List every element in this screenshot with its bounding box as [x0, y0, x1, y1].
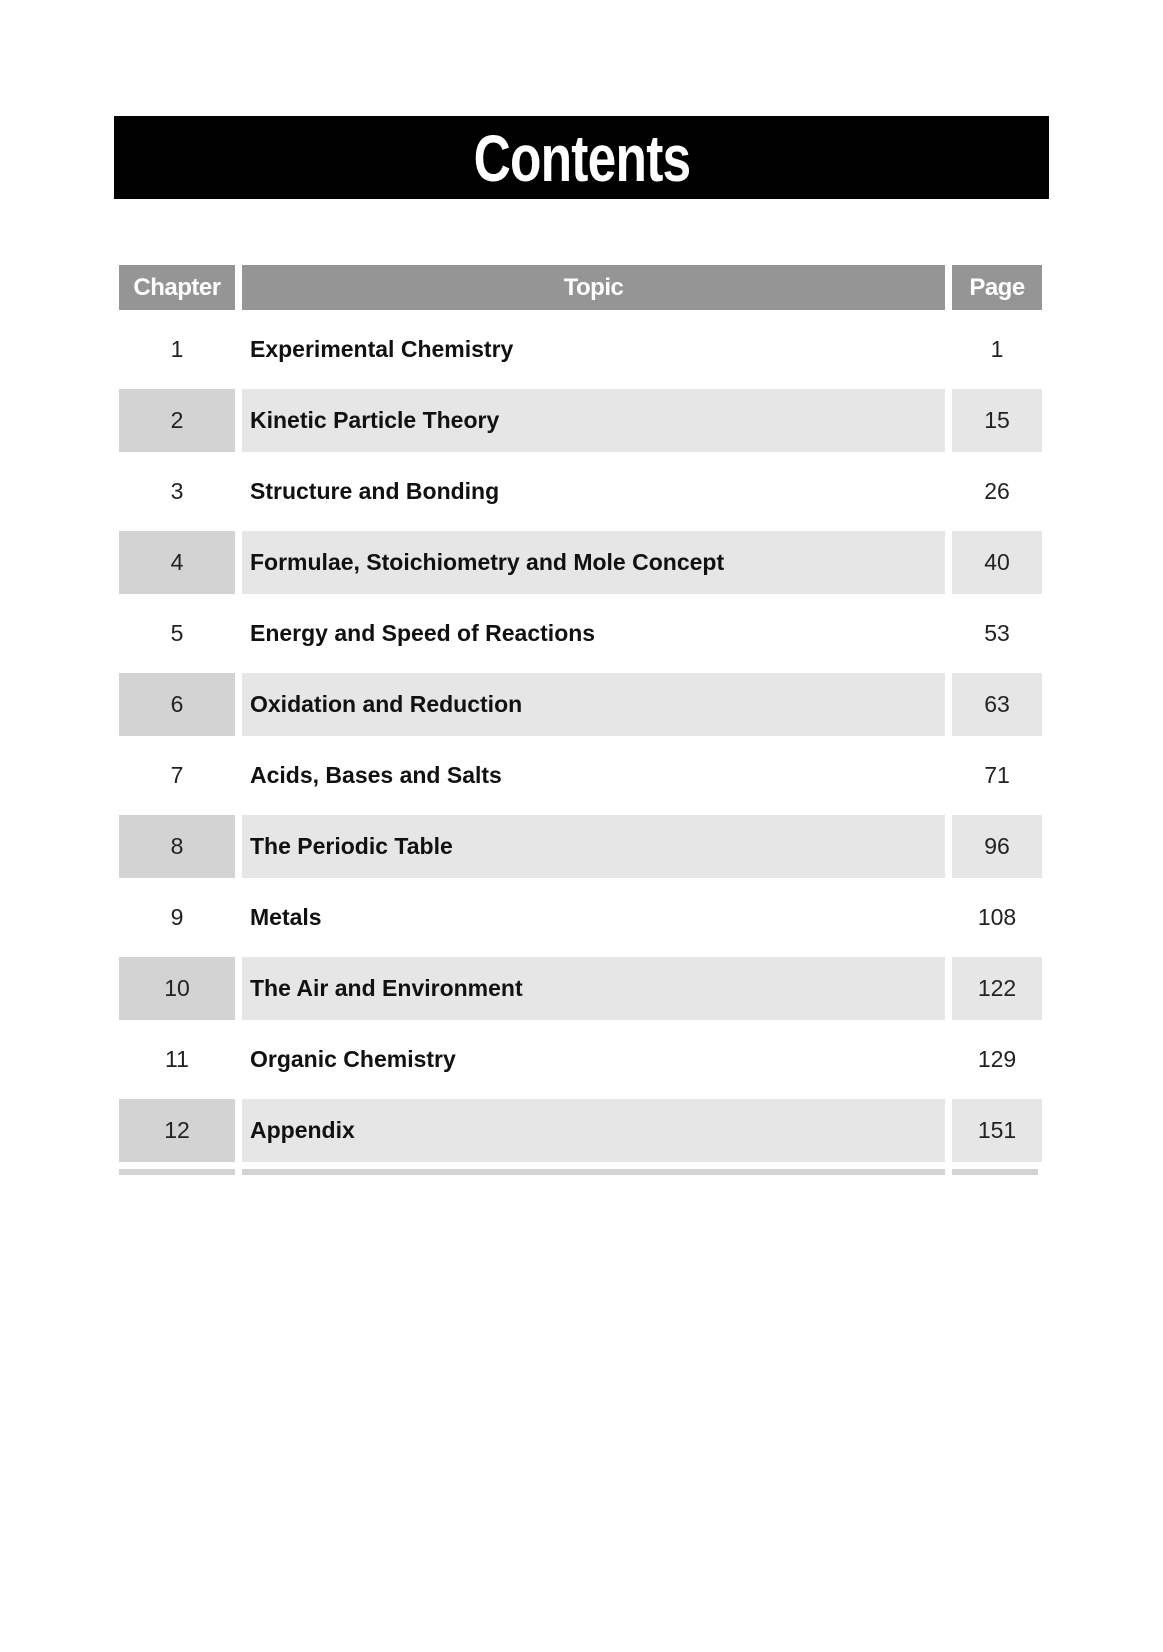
table-row [119, 886, 1042, 949]
table-row [119, 673, 1042, 736]
topic-title: The Periodic Table [242, 815, 945, 878]
chapter-number: 1 [170, 336, 184, 362]
page-number: 53 [984, 620, 1010, 646]
page-number: 122 [952, 957, 1042, 1020]
topic-title: Metals [250, 904, 322, 930]
topic-title: Experimental Chemistry [250, 336, 514, 362]
chapter-number: 9 [170, 904, 184, 930]
table-row [119, 1028, 1042, 1091]
chapter-number: 2 [119, 389, 235, 452]
page-number: 108 [977, 904, 1017, 930]
chapter-number: 11 [165, 1046, 189, 1072]
table-row [119, 815, 1042, 878]
header-page: Page [952, 265, 1042, 310]
table-row [119, 1099, 1042, 1162]
topic-title: The Air and Environment [242, 957, 945, 1020]
topic-title: Energy and Speed of Reactions [250, 620, 596, 646]
table-row [119, 460, 1042, 523]
table-header [119, 265, 1042, 310]
header-chapter: Chapter [119, 265, 235, 310]
page-number: 15 [952, 389, 1042, 452]
table-row [119, 318, 1042, 381]
table-row [119, 957, 1042, 1020]
topic-title: Oxidation and Reduction [242, 673, 945, 736]
chapter-number: 8 [119, 815, 235, 878]
page-number: 151 [952, 1099, 1042, 1162]
table-row [119, 744, 1042, 807]
topic-title: Appendix [242, 1099, 945, 1162]
page-number: 26 [984, 478, 1010, 504]
chapter-number: 5 [170, 620, 184, 646]
chapter-number: 10 [119, 957, 235, 1020]
chapter-number: 4 [119, 531, 235, 594]
page-title: Contents [473, 120, 690, 195]
table-row [119, 389, 1042, 452]
topic-title: Organic Chemistry [250, 1046, 456, 1072]
contents-table [119, 265, 1042, 1175]
chapter-number: 6 [119, 673, 235, 736]
page-number: 1 [990, 336, 1004, 362]
page-number: 71 [984, 762, 1010, 788]
chapter-number: 12 [119, 1099, 235, 1162]
page-number: 40 [952, 531, 1042, 594]
table-bottom-border [119, 1169, 1042, 1175]
topic-title: Structure and Bonding [250, 478, 500, 504]
topic-title: Kinetic Particle Theory [242, 389, 945, 452]
page-number: 129 [977, 1046, 1017, 1072]
page-number: 96 [952, 815, 1042, 878]
header-topic: Topic [242, 265, 945, 310]
page-number: 63 [952, 673, 1042, 736]
topic-title: Acids, Bases and Salts [250, 762, 502, 788]
chapter-number: 3 [170, 478, 184, 504]
contents-title-bar [114, 116, 1049, 199]
chapter-number: 7 [170, 762, 184, 788]
table-row [119, 602, 1042, 665]
table-row [119, 531, 1042, 594]
topic-title: Formulae, Stoichiometry and Mole Concept [242, 531, 945, 594]
